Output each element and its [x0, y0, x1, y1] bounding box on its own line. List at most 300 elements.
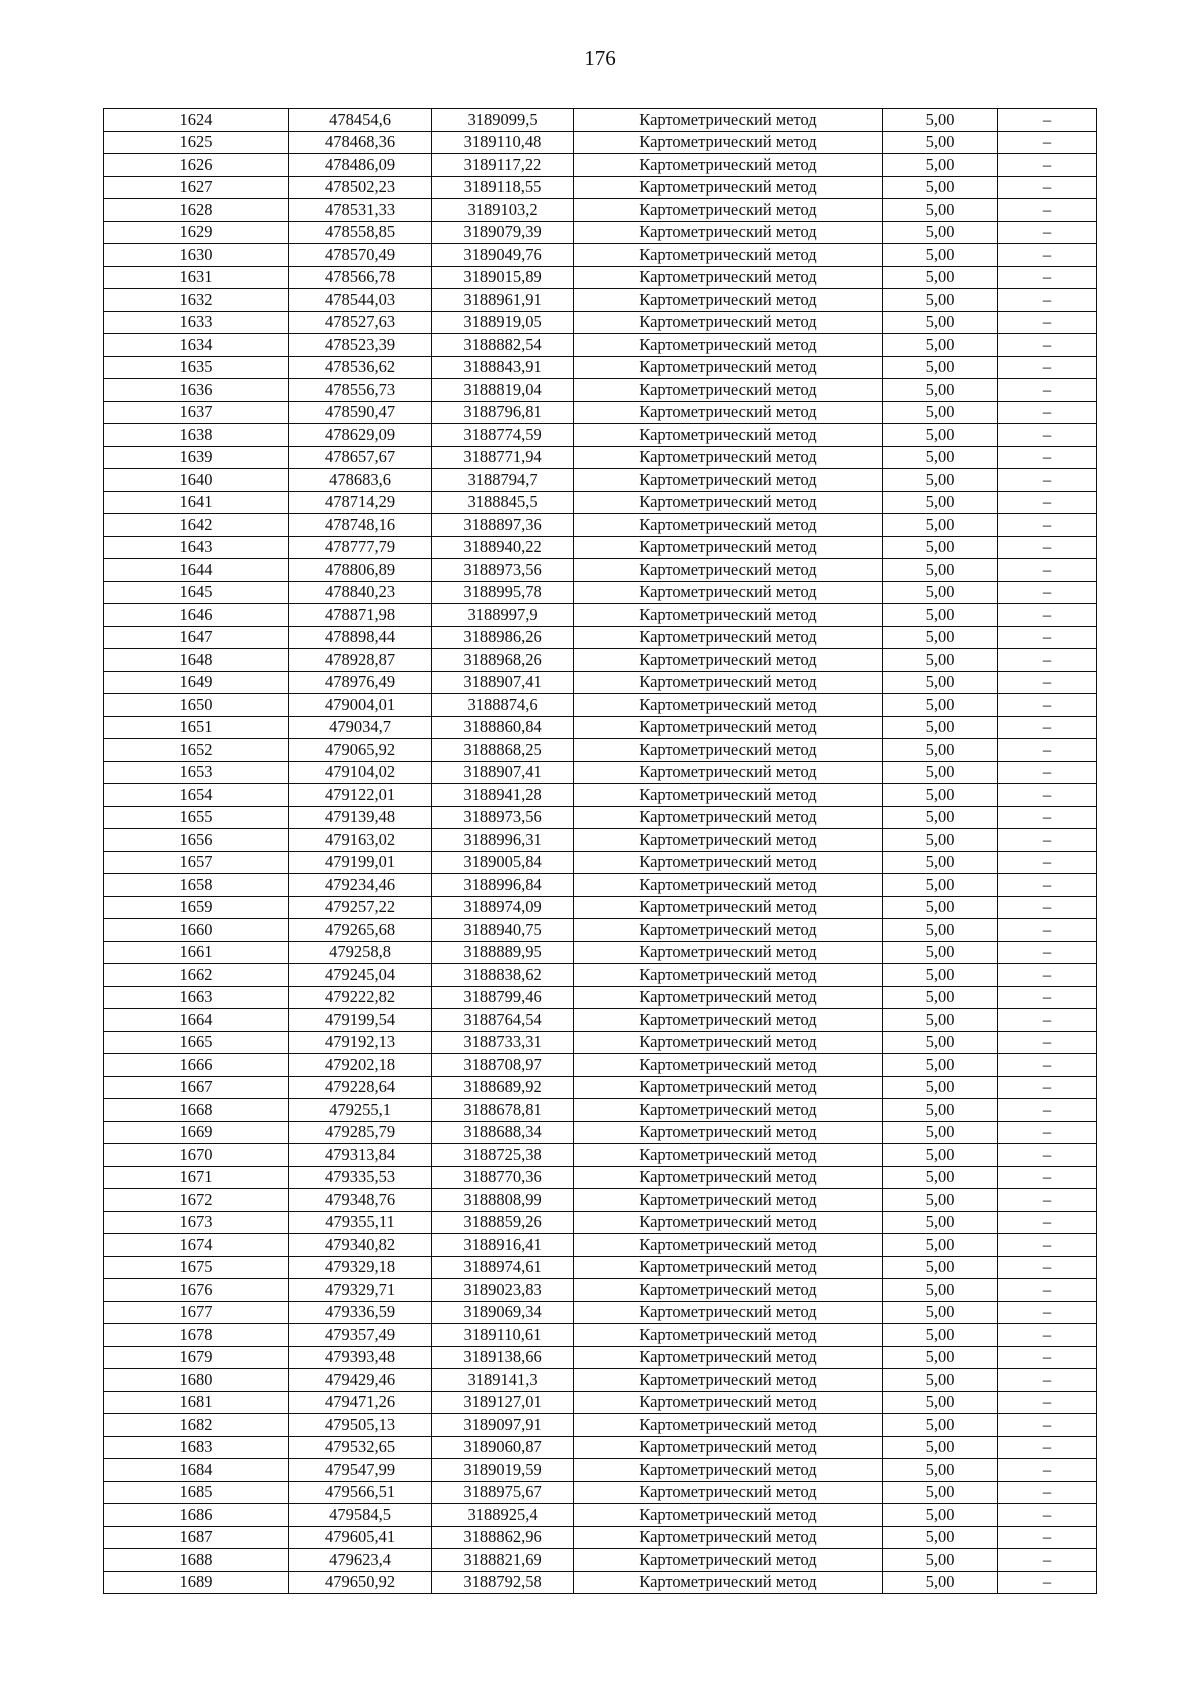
description-cell: – — [998, 1054, 1097, 1077]
point-number-cell: 1661 — [104, 941, 289, 964]
table-row — [104, 806, 1097, 829]
x-coordinate-cell: 478570,49 — [289, 244, 432, 267]
y-coordinate-cell: 3188860,84 — [432, 716, 574, 739]
x-coordinate-cell: 479228,64 — [289, 1076, 432, 1099]
description-cell: – — [998, 919, 1097, 942]
point-number-cell: 1651 — [104, 716, 289, 739]
x-coordinate-cell: 479429,46 — [289, 1369, 432, 1392]
description-cell: – — [998, 1031, 1097, 1054]
description-cell: – — [998, 199, 1097, 222]
table-row — [104, 424, 1097, 447]
table-row — [104, 334, 1097, 357]
point-number-cell: 1648 — [104, 649, 289, 672]
y-coordinate-cell: 3189049,76 — [432, 244, 574, 267]
point-number-cell: 1654 — [104, 784, 289, 807]
table-row — [104, 491, 1097, 514]
table-row — [104, 874, 1097, 897]
point-number-cell: 1670 — [104, 1144, 289, 1167]
description-cell: – — [998, 221, 1097, 244]
y-coordinate-cell: 3188925,4 — [432, 1504, 574, 1527]
table-row — [104, 1301, 1097, 1324]
description-cell: – — [998, 874, 1097, 897]
x-coordinate-cell: 479329,71 — [289, 1279, 432, 1302]
description-cell: – — [998, 1346, 1097, 1369]
x-coordinate-cell: 479623,4 — [289, 1549, 432, 1572]
accuracy-cell: 5,00 — [883, 1324, 998, 1347]
y-coordinate-cell: 3188986,26 — [432, 626, 574, 649]
table-row — [104, 109, 1097, 132]
method-cell: Картометрический метод — [574, 514, 883, 537]
coordinates-table-body — [104, 109, 1097, 1594]
x-coordinate-cell: 479199,54 — [289, 1009, 432, 1032]
description-cell: – — [998, 1391, 1097, 1414]
x-coordinate-cell: 479532,65 — [289, 1436, 432, 1459]
description-cell: – — [998, 1369, 1097, 1392]
y-coordinate-cell: 3188678,81 — [432, 1099, 574, 1122]
point-number-cell: 1660 — [104, 919, 289, 942]
description-cell: – — [998, 424, 1097, 447]
method-cell: Картометрический метод — [574, 491, 883, 514]
method-cell: Картометрический метод — [574, 1414, 883, 1437]
accuracy-cell: 5,00 — [883, 356, 998, 379]
accuracy-cell: 5,00 — [883, 1279, 998, 1302]
accuracy-cell: 5,00 — [883, 289, 998, 312]
y-coordinate-cell: 3188794,7 — [432, 469, 574, 492]
y-coordinate-cell: 3189023,83 — [432, 1279, 574, 1302]
y-coordinate-cell: 3188968,26 — [432, 649, 574, 672]
table-row — [104, 131, 1097, 154]
y-coordinate-cell: 3188845,5 — [432, 491, 574, 514]
accuracy-cell: 5,00 — [883, 1099, 998, 1122]
description-cell: – — [998, 311, 1097, 334]
table-row — [104, 446, 1097, 469]
accuracy-cell: 5,00 — [883, 199, 998, 222]
description-cell: – — [998, 334, 1097, 357]
x-coordinate-cell: 479584,5 — [289, 1504, 432, 1527]
point-number-cell: 1652 — [104, 739, 289, 762]
method-cell: Картометрический метод — [574, 559, 883, 582]
description-cell: – — [998, 109, 1097, 132]
point-number-cell: 1666 — [104, 1054, 289, 1077]
accuracy-cell: 5,00 — [883, 896, 998, 919]
point-number-cell: 1674 — [104, 1234, 289, 1257]
method-cell: Картометрический метод — [574, 694, 883, 717]
accuracy-cell: 5,00 — [883, 1301, 998, 1324]
description-cell: – — [998, 941, 1097, 964]
y-coordinate-cell: 3188770,36 — [432, 1166, 574, 1189]
point-number-cell: 1665 — [104, 1031, 289, 1054]
description-cell: – — [998, 694, 1097, 717]
accuracy-cell: 5,00 — [883, 604, 998, 627]
description-cell: – — [998, 1481, 1097, 1504]
table-row — [104, 739, 1097, 762]
x-coordinate-cell: 479329,18 — [289, 1256, 432, 1279]
accuracy-cell: 5,00 — [883, 1504, 998, 1527]
x-coordinate-cell: 478502,23 — [289, 176, 432, 199]
accuracy-cell: 5,00 — [883, 424, 998, 447]
point-number-cell: 1669 — [104, 1121, 289, 1144]
y-coordinate-cell: 3188940,75 — [432, 919, 574, 942]
point-number-cell: 1627 — [104, 176, 289, 199]
y-coordinate-cell: 3188792,58 — [432, 1571, 574, 1594]
x-coordinate-cell: 479257,22 — [289, 896, 432, 919]
accuracy-cell: 5,00 — [883, 1166, 998, 1189]
accuracy-cell: 5,00 — [883, 536, 998, 559]
accuracy-cell: 5,00 — [883, 829, 998, 852]
point-number-cell: 1633 — [104, 311, 289, 334]
x-coordinate-cell: 478928,87 — [289, 649, 432, 672]
description-cell: – — [998, 1009, 1097, 1032]
x-coordinate-cell: 478454,6 — [289, 109, 432, 132]
accuracy-cell: 5,00 — [883, 379, 998, 402]
method-cell: Картометрический метод — [574, 356, 883, 379]
table-row — [104, 244, 1097, 267]
method-cell: Картометрический метод — [574, 266, 883, 289]
x-coordinate-cell: 479234,46 — [289, 874, 432, 897]
point-number-cell: 1679 — [104, 1346, 289, 1369]
method-cell: Картометрический метод — [574, 739, 883, 762]
y-coordinate-cell: 3188733,31 — [432, 1031, 574, 1054]
x-coordinate-cell: 479163,02 — [289, 829, 432, 852]
table-row — [104, 1459, 1097, 1482]
accuracy-cell: 5,00 — [883, 1031, 998, 1054]
method-cell: Картометрический метод — [574, 1571, 883, 1594]
table-row — [104, 1031, 1097, 1054]
description-cell: – — [998, 1121, 1097, 1144]
accuracy-cell: 5,00 — [883, 739, 998, 762]
point-number-cell: 1642 — [104, 514, 289, 537]
point-number-cell: 1656 — [104, 829, 289, 852]
x-coordinate-cell: 478777,79 — [289, 536, 432, 559]
accuracy-cell: 5,00 — [883, 694, 998, 717]
point-number-cell: 1682 — [104, 1414, 289, 1437]
description-cell: – — [998, 1256, 1097, 1279]
point-number-cell: 1672 — [104, 1189, 289, 1212]
method-cell: Картометрический метод — [574, 1526, 883, 1549]
x-coordinate-cell: 478486,09 — [289, 154, 432, 177]
point-number-cell: 1662 — [104, 964, 289, 987]
point-number-cell: 1687 — [104, 1526, 289, 1549]
x-coordinate-cell: 478558,85 — [289, 221, 432, 244]
x-coordinate-cell: 478536,62 — [289, 356, 432, 379]
y-coordinate-cell: 3188771,94 — [432, 446, 574, 469]
point-number-cell: 1658 — [104, 874, 289, 897]
method-cell: Картометрический метод — [574, 716, 883, 739]
table-row — [104, 311, 1097, 334]
method-cell: Картометрический метод — [574, 1076, 883, 1099]
table-row — [104, 671, 1097, 694]
method-cell: Картометрический метод — [574, 1009, 883, 1032]
description-cell: – — [998, 851, 1097, 874]
x-coordinate-cell: 479258,8 — [289, 941, 432, 964]
y-coordinate-cell: 3189005,84 — [432, 851, 574, 874]
accuracy-cell: 5,00 — [883, 559, 998, 582]
x-coordinate-cell: 479650,92 — [289, 1571, 432, 1594]
x-coordinate-cell: 479245,04 — [289, 964, 432, 987]
accuracy-cell: 5,00 — [883, 221, 998, 244]
accuracy-cell: 5,00 — [883, 716, 998, 739]
x-coordinate-cell: 478523,39 — [289, 334, 432, 357]
point-number-cell: 1653 — [104, 761, 289, 784]
point-number-cell: 1686 — [104, 1504, 289, 1527]
table-row — [104, 1234, 1097, 1257]
description-cell: – — [998, 1076, 1097, 1099]
x-coordinate-cell: 479202,18 — [289, 1054, 432, 1077]
table-row — [104, 829, 1097, 852]
accuracy-cell: 5,00 — [883, 1189, 998, 1212]
point-number-cell: 1655 — [104, 806, 289, 829]
y-coordinate-cell: 3189138,66 — [432, 1346, 574, 1369]
table-row — [104, 1391, 1097, 1414]
table-row — [104, 851, 1097, 874]
description-cell: – — [998, 379, 1097, 402]
x-coordinate-cell: 479336,59 — [289, 1301, 432, 1324]
table-row — [104, 964, 1097, 987]
y-coordinate-cell: 3188916,41 — [432, 1234, 574, 1257]
table-row — [104, 1009, 1097, 1032]
table-row — [104, 1369, 1097, 1392]
accuracy-cell: 5,00 — [883, 1256, 998, 1279]
description-cell: – — [998, 604, 1097, 627]
y-coordinate-cell: 3188996,84 — [432, 874, 574, 897]
point-number-cell: 1630 — [104, 244, 289, 267]
table-row — [104, 941, 1097, 964]
x-coordinate-cell: 478629,09 — [289, 424, 432, 447]
description-cell: – — [998, 671, 1097, 694]
description-cell: – — [998, 986, 1097, 1009]
table-row — [104, 289, 1097, 312]
x-coordinate-cell: 479505,13 — [289, 1414, 432, 1437]
table-row — [104, 559, 1097, 582]
coordinates-table — [103, 108, 1097, 1594]
x-coordinate-cell: 479471,26 — [289, 1391, 432, 1414]
method-cell: Картометрический метод — [574, 806, 883, 829]
table-row — [104, 469, 1097, 492]
description-cell: – — [998, 289, 1097, 312]
page-number: 176 — [584, 46, 616, 70]
table-row — [104, 1121, 1097, 1144]
method-cell: Картометрический метод — [574, 221, 883, 244]
point-number-cell: 1635 — [104, 356, 289, 379]
description-cell: – — [998, 1189, 1097, 1212]
y-coordinate-cell: 3188862,96 — [432, 1526, 574, 1549]
table-row — [104, 1526, 1097, 1549]
description-cell: – — [998, 581, 1097, 604]
y-coordinate-cell: 3189127,01 — [432, 1391, 574, 1414]
point-number-cell: 1646 — [104, 604, 289, 627]
x-coordinate-cell: 478806,89 — [289, 559, 432, 582]
method-cell: Картометрический метод — [574, 784, 883, 807]
x-coordinate-cell: 479547,99 — [289, 1459, 432, 1482]
method-cell: Картометрический метод — [574, 469, 883, 492]
accuracy-cell: 5,00 — [883, 514, 998, 537]
method-cell: Картометрический метод — [574, 244, 883, 267]
method-cell: Картометрический метод — [574, 604, 883, 627]
description-cell: – — [998, 1301, 1097, 1324]
method-cell: Картометрический метод — [574, 1256, 883, 1279]
method-cell: Картометрический метод — [574, 1121, 883, 1144]
y-coordinate-cell: 3188799,46 — [432, 986, 574, 1009]
y-coordinate-cell: 3188874,6 — [432, 694, 574, 717]
table-row — [104, 154, 1097, 177]
x-coordinate-cell: 479393,48 — [289, 1346, 432, 1369]
description-cell: – — [998, 649, 1097, 672]
accuracy-cell: 5,00 — [883, 1481, 998, 1504]
point-number-cell: 1667 — [104, 1076, 289, 1099]
accuracy-cell: 5,00 — [883, 649, 998, 672]
description-cell: – — [998, 491, 1097, 514]
y-coordinate-cell: 3188973,56 — [432, 806, 574, 829]
method-cell: Картометрический метод — [574, 941, 883, 964]
method-cell: Картометрический метод — [574, 536, 883, 559]
method-cell: Картометрический метод — [574, 131, 883, 154]
y-coordinate-cell: 3189079,39 — [432, 221, 574, 244]
accuracy-cell: 5,00 — [883, 1121, 998, 1144]
description-cell: – — [998, 1144, 1097, 1167]
point-number-cell: 1650 — [104, 694, 289, 717]
x-coordinate-cell: 478556,73 — [289, 379, 432, 402]
accuracy-cell: 5,00 — [883, 1054, 998, 1077]
point-number-cell: 1678 — [104, 1324, 289, 1347]
table-row — [104, 1144, 1097, 1167]
point-number-cell: 1677 — [104, 1301, 289, 1324]
point-number-cell: 1681 — [104, 1391, 289, 1414]
point-number-cell: 1683 — [104, 1436, 289, 1459]
y-coordinate-cell: 3188708,97 — [432, 1054, 574, 1077]
x-coordinate-cell: 479122,01 — [289, 784, 432, 807]
table-row — [104, 784, 1097, 807]
table-row — [104, 649, 1097, 672]
x-coordinate-cell: 479605,41 — [289, 1526, 432, 1549]
y-coordinate-cell: 3188961,91 — [432, 289, 574, 312]
y-coordinate-cell: 3188843,91 — [432, 356, 574, 379]
table-row — [104, 401, 1097, 424]
accuracy-cell: 5,00 — [883, 986, 998, 1009]
y-coordinate-cell: 3188907,41 — [432, 671, 574, 694]
accuracy-cell: 5,00 — [883, 874, 998, 897]
point-number-cell: 1624 — [104, 109, 289, 132]
method-cell: Картометрический метод — [574, 1346, 883, 1369]
table-row — [104, 919, 1097, 942]
x-coordinate-cell: 479566,51 — [289, 1481, 432, 1504]
y-coordinate-cell: 3188973,56 — [432, 559, 574, 582]
accuracy-cell: 5,00 — [883, 176, 998, 199]
x-coordinate-cell: 479255,1 — [289, 1099, 432, 1122]
table-row — [104, 1256, 1097, 1279]
point-number-cell: 1637 — [104, 401, 289, 424]
description-cell: – — [998, 964, 1097, 987]
method-cell: Картометрический метод — [574, 109, 883, 132]
table-row — [104, 379, 1097, 402]
accuracy-cell: 5,00 — [883, 469, 998, 492]
description-cell: – — [998, 626, 1097, 649]
x-coordinate-cell: 479199,01 — [289, 851, 432, 874]
table-row — [104, 1279, 1097, 1302]
description-cell: – — [998, 1459, 1097, 1482]
x-coordinate-cell: 478657,67 — [289, 446, 432, 469]
y-coordinate-cell: 3188882,54 — [432, 334, 574, 357]
accuracy-cell: 5,00 — [883, 131, 998, 154]
y-coordinate-cell: 3188889,95 — [432, 941, 574, 964]
x-coordinate-cell: 478527,63 — [289, 311, 432, 334]
point-number-cell: 1639 — [104, 446, 289, 469]
y-coordinate-cell: 3188868,25 — [432, 739, 574, 762]
point-number-cell: 1664 — [104, 1009, 289, 1032]
method-cell: Картометрический метод — [574, 334, 883, 357]
y-coordinate-cell: 3188688,34 — [432, 1121, 574, 1144]
x-coordinate-cell: 479139,48 — [289, 806, 432, 829]
accuracy-cell: 5,00 — [883, 1459, 998, 1482]
table-row — [104, 266, 1097, 289]
y-coordinate-cell: 3188796,81 — [432, 401, 574, 424]
description-cell: – — [998, 1099, 1097, 1122]
point-number-cell: 1625 — [104, 131, 289, 154]
description-cell: – — [998, 1234, 1097, 1257]
description-cell: – — [998, 716, 1097, 739]
point-number-cell: 1668 — [104, 1099, 289, 1122]
table-row — [104, 716, 1097, 739]
method-cell: Картометрический метод — [574, 1279, 883, 1302]
accuracy-cell: 5,00 — [883, 1549, 998, 1572]
point-number-cell: 1676 — [104, 1279, 289, 1302]
method-cell: Картометрический метод — [574, 671, 883, 694]
accuracy-cell: 5,00 — [883, 491, 998, 514]
accuracy-cell: 5,00 — [883, 784, 998, 807]
accuracy-cell: 5,00 — [883, 1346, 998, 1369]
method-cell: Картометрический метод — [574, 1301, 883, 1324]
accuracy-cell: 5,00 — [883, 1526, 998, 1549]
table-row — [104, 514, 1097, 537]
y-coordinate-cell: 3188974,61 — [432, 1256, 574, 1279]
accuracy-cell: 5,00 — [883, 1009, 998, 1032]
description-cell: – — [998, 176, 1097, 199]
x-coordinate-cell: 478683,6 — [289, 469, 432, 492]
description-cell: – — [998, 806, 1097, 829]
description-cell: – — [998, 896, 1097, 919]
method-cell: Картометрический метод — [574, 424, 883, 447]
table-row — [104, 1324, 1097, 1347]
x-coordinate-cell: 479285,79 — [289, 1121, 432, 1144]
accuracy-cell: 5,00 — [883, 1571, 998, 1594]
y-coordinate-cell: 3188996,31 — [432, 829, 574, 852]
y-coordinate-cell: 3188975,67 — [432, 1481, 574, 1504]
table-row — [104, 1436, 1097, 1459]
y-coordinate-cell: 3188940,22 — [432, 536, 574, 559]
y-coordinate-cell: 3188907,41 — [432, 761, 574, 784]
method-cell: Картометрический метод — [574, 311, 883, 334]
point-number-cell: 1640 — [104, 469, 289, 492]
point-number-cell: 1632 — [104, 289, 289, 312]
method-cell: Картометрический метод — [574, 1189, 883, 1212]
description-cell: – — [998, 559, 1097, 582]
accuracy-cell: 5,00 — [883, 311, 998, 334]
table-row — [104, 1549, 1097, 1572]
point-number-cell: 1673 — [104, 1211, 289, 1234]
method-cell: Картометрический метод — [574, 964, 883, 987]
description-cell: – — [998, 739, 1097, 762]
table-row — [104, 221, 1097, 244]
method-cell: Картометрический метод — [574, 1144, 883, 1167]
method-cell: Картометрический метод — [574, 1436, 883, 1459]
method-cell: Картометрический метод — [574, 1031, 883, 1054]
method-cell: Картометрический метод — [574, 199, 883, 222]
x-coordinate-cell: 479340,82 — [289, 1234, 432, 1257]
accuracy-cell: 5,00 — [883, 919, 998, 942]
description-cell: – — [998, 401, 1097, 424]
table-row — [104, 626, 1097, 649]
x-coordinate-cell: 479348,76 — [289, 1189, 432, 1212]
method-cell: Картометрический метод — [574, 919, 883, 942]
